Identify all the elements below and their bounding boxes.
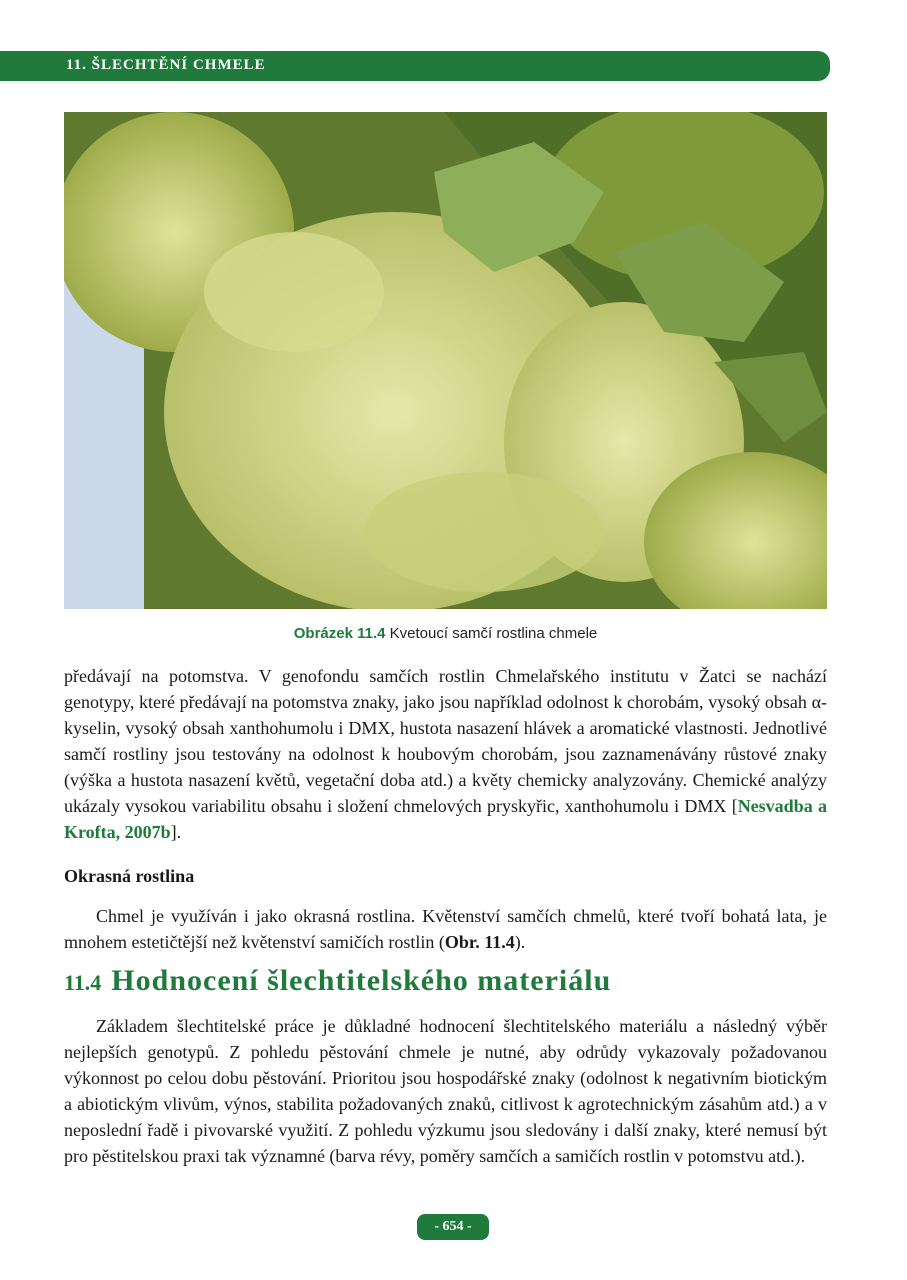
section-heading	[64, 964, 611, 998]
figure-label: Obrázek 11.4	[293, 625, 386, 642]
flowering-hop-photo	[64, 112, 827, 609]
paragraph-1-text: předávají na potomstva. V genofondu samčích rostlin Chmelařského institutu v Žatci se nachází genotypy, které předávají na potomstva znaky, jako jsou například odolnost k chorobám, vysoký obsah α-kyselin, vysoký obsah xanthohumolu i DMX, hustota nasazení hlávek a aromatické vlastnosti. Jednotlivé samčí rostliny jsou testovány na odolnost k houbovým chorobám, jsou zaznamenávány růstové znaky (výška a hustota nasazení květů, vegetační doba atd.) a květy chemicky analyzovány. Chemické analýzy ukázaly vysokou variabilitu obsahu i složení chmelových pryskyřic, xanthohumolu i DMX [	[64, 666, 827, 816]
paragraph-3: Základem šlechtitelské práce je důkladné hodnocení šlechtitelského materiálu a následný výběr nejlepších genotypů. Z pohledu pěstování chmele je nutné, aby odrůdy vykazovaly požadovanou výkonnost po celou dobu pěstování. Prioritou jsou hospodářské znaky (odolnost k negativním biotickým a abiotickým vlivům, výnos, stabilita požadovaných znaků, citlivost k agrotechnickým zásahům atd.) a v neposlední řadě i pivovarské využití. Z pohledu výzkumu jsou sledovány i další znaky, které nemusí být pro pěstitelskou praxi tak významné (barva révy, poměry samčích a samičích rostlin v potomstvu atd.).	[64, 1016, 827, 1166]
section-number: 11.4	[64, 970, 102, 995]
paragraph-2-tail: ).	[514, 932, 526, 952]
figure-caption-text: Kvetoucí samčí rostlina chmele	[389, 625, 598, 642]
page-number: - 654 -	[417, 1214, 489, 1240]
figure-caption	[64, 625, 827, 642]
paragraph-2-text: Chmel je využíván i jako okrasná rostlina. Květenství samčích chmelů, které tvoří bohatá lata, je mnohem estetičtější než květenství samičích rostlin (	[64, 906, 827, 952]
chapter-title: 11. ŠLECHTĚNÍ CHMELE	[66, 57, 266, 73]
paragraph-1	[64, 663, 827, 845]
paragraph-2	[64, 903, 827, 955]
chapter-header-bar	[0, 51, 830, 81]
figure-reference[interactable]: Obr. 11.4	[444, 932, 515, 952]
paragraph-1-tail: ].	[170, 822, 182, 842]
citation-link[interactable]: Nesvadba a Krofta, 2007b	[64, 796, 828, 842]
subheading-ornamental: Okrasná rostlina	[64, 866, 195, 886]
section-title: Hodnocení šlechtitelského materiálu	[111, 964, 612, 997]
